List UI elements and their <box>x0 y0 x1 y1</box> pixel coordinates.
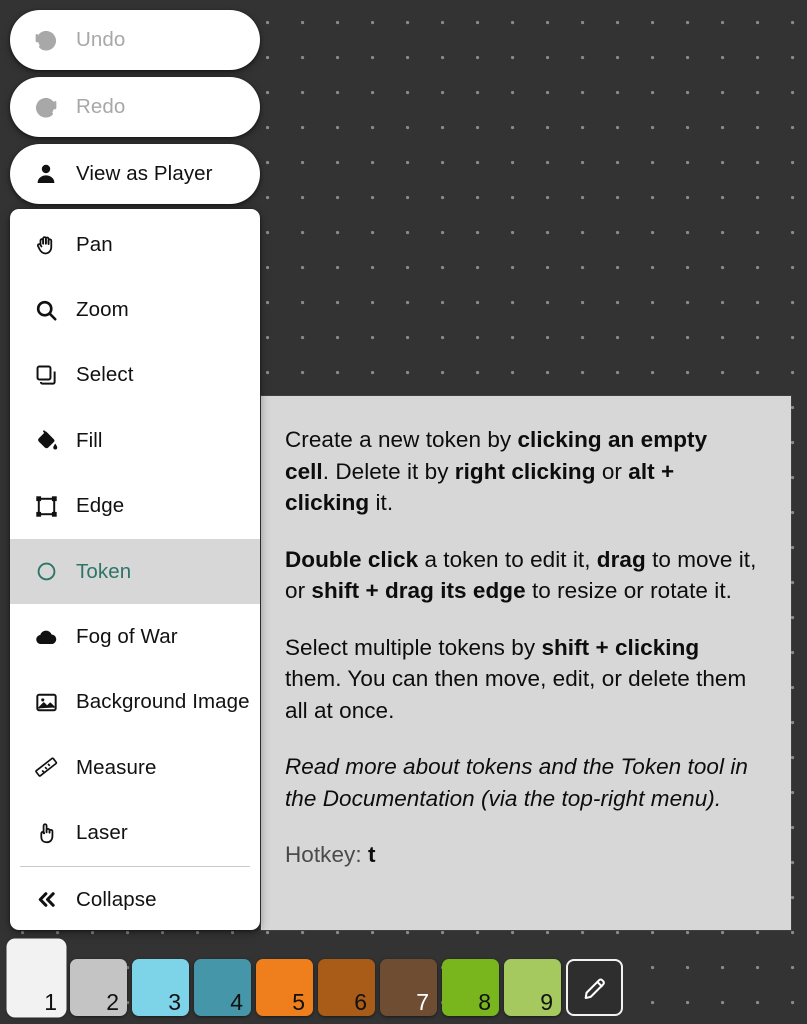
help-paragraph <box>285 751 757 814</box>
color-palette <box>8 940 623 1016</box>
image-icon <box>32 688 60 716</box>
circle-outline-icon <box>32 558 60 586</box>
tool-item-pan[interactable] <box>10 212 260 277</box>
help-text: to move it, or <box>285 546 757 603</box>
color-swatch-number: 5 <box>292 988 305 1015</box>
help-paragraph <box>285 632 757 727</box>
help-paragraph <box>285 424 757 519</box>
help-text: Hotkey: <box>285 842 368 867</box>
tool-item-label: Fog of War <box>76 625 178 649</box>
color-swatch[interactable] <box>194 959 251 1016</box>
color-swatch[interactable] <box>8 940 65 1016</box>
tool-item-label: Zoom <box>76 298 129 322</box>
color-swatch-number: 8 <box>478 988 491 1015</box>
color-swatch-number: 9 <box>540 988 553 1015</box>
help-text: or <box>595 458 629 484</box>
hand-open-icon <box>32 231 60 259</box>
help-text: them. You can then move, edit, or delete them all at once. <box>285 666 747 723</box>
view-as-player-button[interactable] <box>10 144 260 204</box>
color-swatch-number: 3 <box>168 988 181 1015</box>
help-text: to resize or rotate it. <box>525 578 732 603</box>
tool-item-label: Fill <box>76 428 103 452</box>
tool-help-panel <box>261 396 791 930</box>
color-swatch[interactable] <box>318 959 375 1016</box>
color-swatch[interactable] <box>132 959 189 1016</box>
top-toolbar <box>10 10 260 211</box>
magnifier-icon <box>32 296 60 324</box>
help-emphasis: alt + clicking <box>285 458 675 515</box>
color-swatch-number: 6 <box>354 988 367 1015</box>
tool-item-label: Edge <box>76 494 125 518</box>
collapse-label: Collapse <box>76 887 157 911</box>
tool-item-label: Select <box>76 363 134 387</box>
pointer-hand-icon <box>32 819 60 847</box>
color-swatch[interactable] <box>70 959 127 1016</box>
tool-item-label: Measure <box>76 755 157 779</box>
color-swatch[interactable] <box>442 959 499 1016</box>
paint-bucket-icon <box>32 427 60 455</box>
color-swatch-number: 7 <box>416 988 429 1015</box>
view-as-player-label: View as Player <box>76 162 213 185</box>
help-text: a token to edit it, <box>418 546 597 572</box>
collapse-section <box>10 866 260 930</box>
color-swatch-number: 2 <box>106 988 119 1015</box>
help-emphasis: clicking an empty cell <box>285 427 708 484</box>
undo-label: Undo <box>76 28 126 51</box>
person-icon <box>32 160 60 188</box>
help-text: Create a new token by <box>285 427 518 452</box>
color-swatch[interactable] <box>380 959 437 1016</box>
redo-label: Redo <box>76 95 126 118</box>
help-emphasis: Double click <box>285 546 419 572</box>
tool-item-background-image[interactable] <box>10 670 260 735</box>
redo-icon <box>32 93 60 121</box>
color-swatch-number: 4 <box>230 988 243 1015</box>
tool-item-edge[interactable] <box>10 474 260 539</box>
tool-item-label: Background Image <box>76 690 250 714</box>
redo-button[interactable] <box>10 77 260 137</box>
help-emphasis: shift + clicking <box>541 634 700 660</box>
select-layers-icon <box>32 361 60 389</box>
help-emphasis: t <box>367 842 376 867</box>
color-swatch[interactable] <box>504 959 561 1016</box>
help-emphasis: shift + drag its edge <box>311 578 526 603</box>
chevron-double-left-icon <box>32 886 60 914</box>
tool-item-label: Laser <box>76 821 128 845</box>
tool-item-laser[interactable] <box>10 801 260 866</box>
undo-icon <box>32 26 60 54</box>
help-emphasis: drag <box>596 546 646 572</box>
edge-square-icon <box>32 492 60 520</box>
help-text: Read more about tokens and the Token tool in the Documentation (via the top-right menu). <box>285 754 748 811</box>
help-text: Select multiple tokens by <box>285 634 542 660</box>
tool-item-select[interactable] <box>10 343 260 408</box>
tool-item-token[interactable] <box>10 539 260 604</box>
cloud-icon <box>32 623 60 651</box>
tool-item-fog-of-war[interactable] <box>10 604 260 669</box>
help-text: . Delete it by <box>322 458 455 484</box>
color-swatch[interactable] <box>256 959 313 1016</box>
ruler-icon <box>32 754 60 782</box>
tool-item-zoom[interactable] <box>10 277 260 342</box>
help-text: it. <box>369 490 394 515</box>
undo-button[interactable] <box>10 10 260 70</box>
tool-item-label: Pan <box>76 232 113 256</box>
tool-item-measure[interactable] <box>10 735 260 800</box>
color-swatch-number: 1 <box>44 988 57 1015</box>
tool-item-label: Token <box>76 559 132 583</box>
help-paragraph <box>285 839 757 871</box>
collapse-button[interactable] <box>10 867 260 930</box>
edit-colors-button[interactable] <box>566 959 623 1016</box>
pencil-icon <box>582 975 608 1001</box>
tool-menu-card <box>10 209 260 930</box>
help-emphasis: right clicking <box>454 458 596 484</box>
help-paragraph <box>285 544 757 607</box>
tool-item-fill[interactable] <box>10 408 260 473</box>
